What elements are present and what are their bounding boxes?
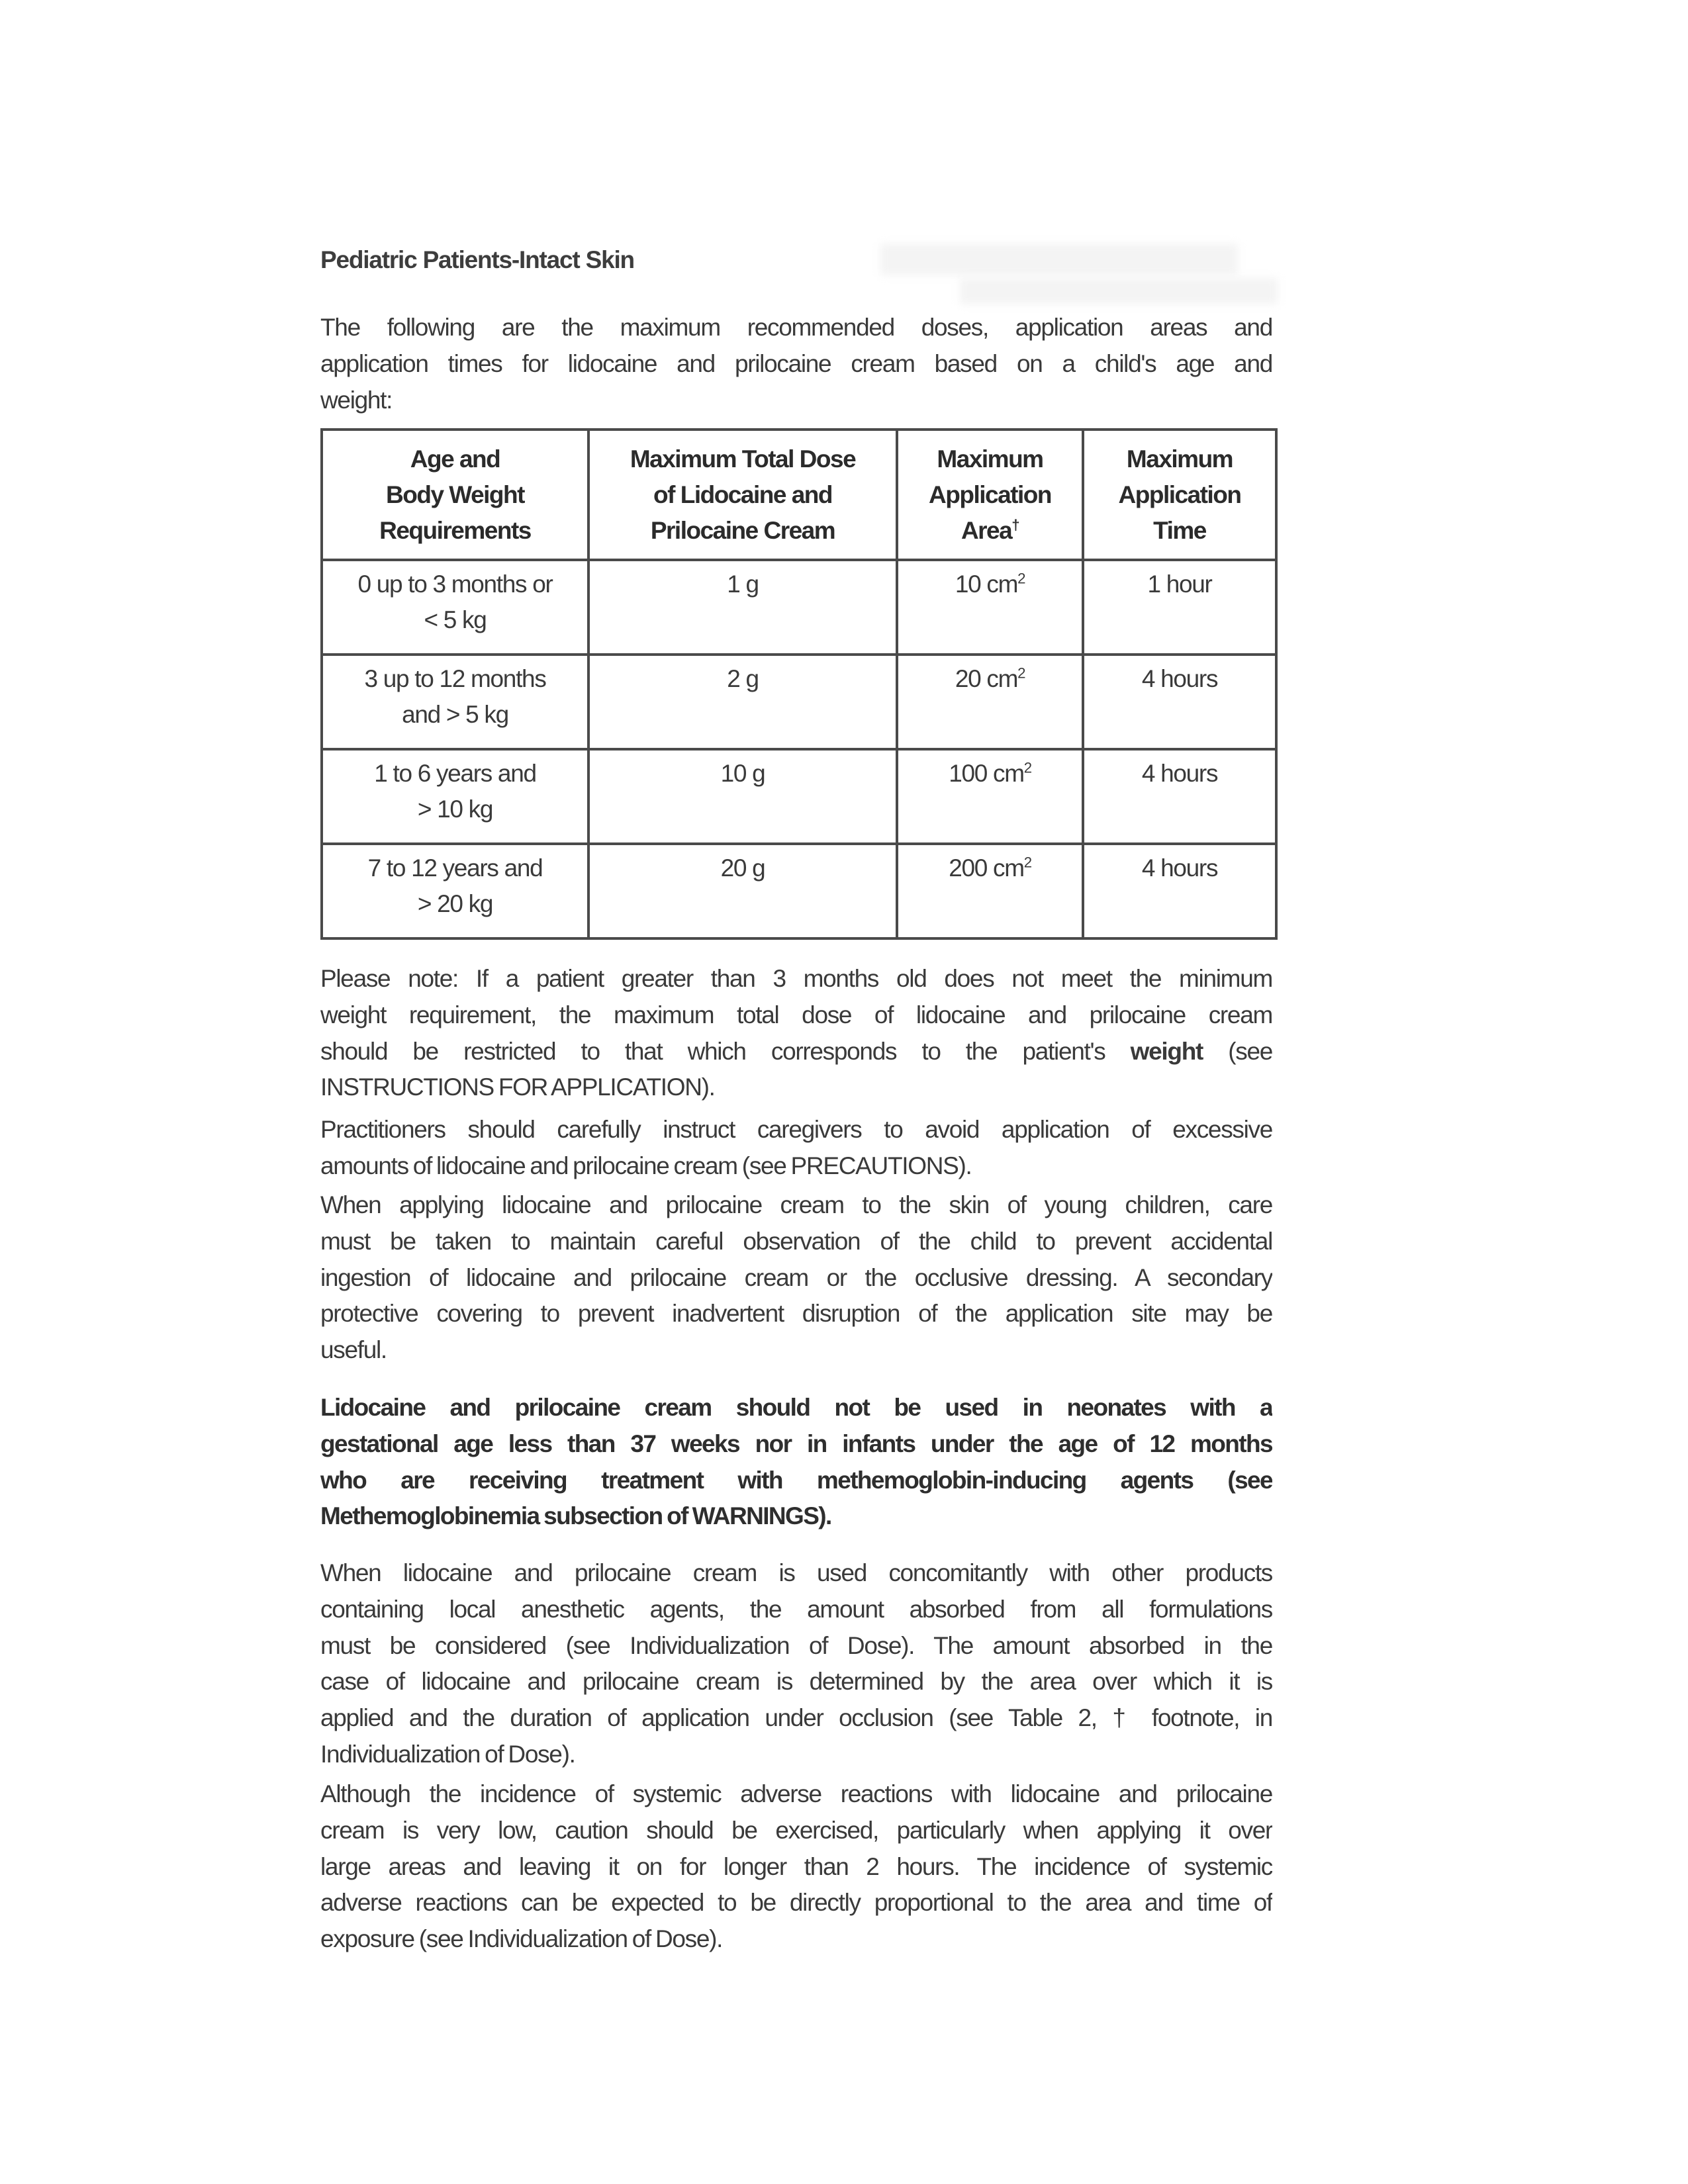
cell-line: > 10 kg (417, 796, 493, 823)
table-row (322, 655, 1276, 749)
table-row (322, 844, 1276, 938)
text-line: Please note: If a patient greater than 3 months old does not meet the minimum (320, 965, 1272, 992)
cell-line: 3 up to 12 months (364, 665, 546, 692)
practitioners-paragraph (320, 1112, 1272, 1185)
cell-line: 7 to 12 years and (367, 854, 543, 882)
header-line: Time (1153, 516, 1206, 544)
table-header-row (322, 430, 1276, 560)
header-max-area (897, 430, 1083, 560)
table-row (322, 749, 1276, 844)
neonate-warning-paragraph (320, 1390, 1272, 1535)
scan-artifact (880, 244, 1238, 275)
intro-paragraph (320, 310, 1272, 418)
text-line: weight: (320, 386, 393, 414)
text-line: protective covering to prevent inadvertent disruption of the application site may be (320, 1300, 1272, 1328)
text-line: Methemoglobinemia subsection of WARNINGS). (320, 1502, 831, 1530)
area-value: 100 cm (949, 760, 1024, 787)
header-line: Application (1118, 480, 1241, 508)
text-line: Although the incidence of systemic adverse reactions with lidocaine and prilocaine (320, 1780, 1272, 1807)
cell-max-area (897, 560, 1083, 655)
text-line: Lidocaine and prilocaine cream should not be used in neonates with a (320, 1394, 1272, 1421)
header-max-dose (588, 430, 897, 560)
area-value: 10 cm (955, 570, 1018, 598)
header-text: Area (961, 516, 1012, 544)
section-title: Pediatric Patients-Intact Skin (320, 246, 634, 273)
text-line: Individualization of Dose). (320, 1740, 575, 1768)
cell-max-dose: 20 g (588, 844, 897, 938)
cell-age-weight (322, 560, 588, 655)
text-line: application times for lidocaine and prilocaine cream based on a child's age and (320, 349, 1272, 377)
header-line: Maximum (937, 445, 1043, 473)
area-exponent: 2 (1023, 759, 1031, 776)
text-line (320, 1034, 1272, 1070)
text-line: When lidocaine and prilocaine cream is used concomitantly with other products (320, 1559, 1272, 1586)
text-line: INSTRUCTIONS FOR APPLICATION). (320, 1073, 715, 1101)
header-line: Age and (410, 445, 500, 473)
cell-max-area (897, 749, 1083, 844)
cell-max-time: 4 hours (1083, 844, 1276, 938)
pediatric-dosing-table (320, 428, 1278, 940)
table-row (322, 560, 1276, 655)
text-line: who are receiving treatment with methemoglobin-inducing agents (see (320, 1466, 1272, 1494)
text-line: weight requirement, the maximum total dose of lidocaine and prilocaine cream (320, 1001, 1272, 1028)
text-line: must be considered (see Individualization of Dose). The amount absorbed in the (320, 1631, 1272, 1659)
text-line: containing local anesthetic agents, the amount absorbed from all formulations (320, 1595, 1272, 1623)
text-line: ingestion of lidocaine and prilocaine cream or the occlusive dressing. A secondary (320, 1263, 1272, 1291)
cell-max-area (897, 655, 1083, 749)
header-max-time (1083, 430, 1276, 560)
cell-max-dose: 10 g (588, 749, 897, 844)
cell-line: < 5 kg (424, 606, 487, 633)
header-line: of Lidocaine and (653, 480, 832, 508)
cell-max-time: 1 hour (1083, 560, 1276, 655)
text-line: must be taken to maintain careful observation of the child to prevent accidental (320, 1227, 1272, 1255)
cell-line: and > 5 kg (402, 701, 508, 728)
bold-weight-term: weight (1130, 1037, 1203, 1065)
cell-age-weight (322, 844, 588, 938)
cell-line: 1 to 6 years and (374, 760, 536, 787)
header-age-weight (322, 430, 588, 560)
young-children-paragraph (320, 1187, 1272, 1369)
text-segment: (see (1228, 1037, 1272, 1065)
scan-artifact (960, 278, 1278, 304)
header-line: Application (929, 480, 1051, 508)
text-line: Practitioners should carefully instruct caregivers to avoid application of excessive (320, 1116, 1272, 1143)
cell-max-dose: 1 g (588, 560, 897, 655)
please-note-paragraph (320, 961, 1272, 1106)
header-line: Maximum Total Dose (630, 445, 856, 473)
header-line: Maximum (1126, 445, 1233, 473)
concomitant-use-paragraph (320, 1555, 1272, 1773)
area-exponent: 2 (1017, 664, 1025, 682)
cell-age-weight (322, 655, 588, 749)
cell-max-area (897, 844, 1083, 938)
text-line: exposure (see Individualization of Dose). (320, 1925, 723, 1953)
text-line: applied and the duration of application under occlusion (see Table 2, † footnote, in (320, 1704, 1272, 1732)
cell-line: > 20 kg (417, 890, 493, 917)
cell-age-weight (322, 749, 588, 844)
text-line: adverse reactions can be expected to be directly proportional to the area and time of (320, 1889, 1272, 1917)
cell-max-dose: 2 g (588, 655, 897, 749)
cell-max-time: 4 hours (1083, 655, 1276, 749)
header-line: Prilocaine Cream (650, 516, 835, 544)
dagger-footnote-mark: † (1011, 516, 1019, 533)
text-line: The following are the maximum recommended doses, application areas and (320, 314, 1272, 341)
text-line: gestational age less than 37 weeks nor in infants under the age of 12 months (320, 1430, 1272, 1457)
header-line: Body Weight (386, 480, 524, 508)
text-segment: should be restricted to that which corresponds to the patient's (320, 1037, 1105, 1065)
text-line: large areas and leaving it on for longer than 2 hours. The incidence of systemic (320, 1852, 1272, 1880)
cell-max-time: 4 hours (1083, 749, 1276, 844)
systemic-reactions-paragraph (320, 1776, 1272, 1958)
text-line: amounts of lidocaine and prilocaine cream (see PRECAUTIONS). (320, 1152, 972, 1179)
cell-line: 0 up to 3 months or (357, 570, 553, 598)
text-line: When applying lidocaine and prilocaine cream to the skin of young children, care (320, 1191, 1272, 1218)
header-line (905, 513, 1075, 549)
area-value: 200 cm (949, 854, 1024, 882)
area-value: 20 cm (955, 665, 1018, 692)
header-line: Requirements (379, 516, 531, 544)
text-line: case of lidocaine and prilocaine cream is determined by the area over which it is (320, 1668, 1272, 1696)
area-exponent: 2 (1023, 854, 1031, 871)
text-line: cream is very low, caution should be exercised, particularly when applying it over (320, 1816, 1272, 1844)
text-line: useful. (320, 1336, 387, 1364)
area-exponent: 2 (1017, 570, 1025, 587)
